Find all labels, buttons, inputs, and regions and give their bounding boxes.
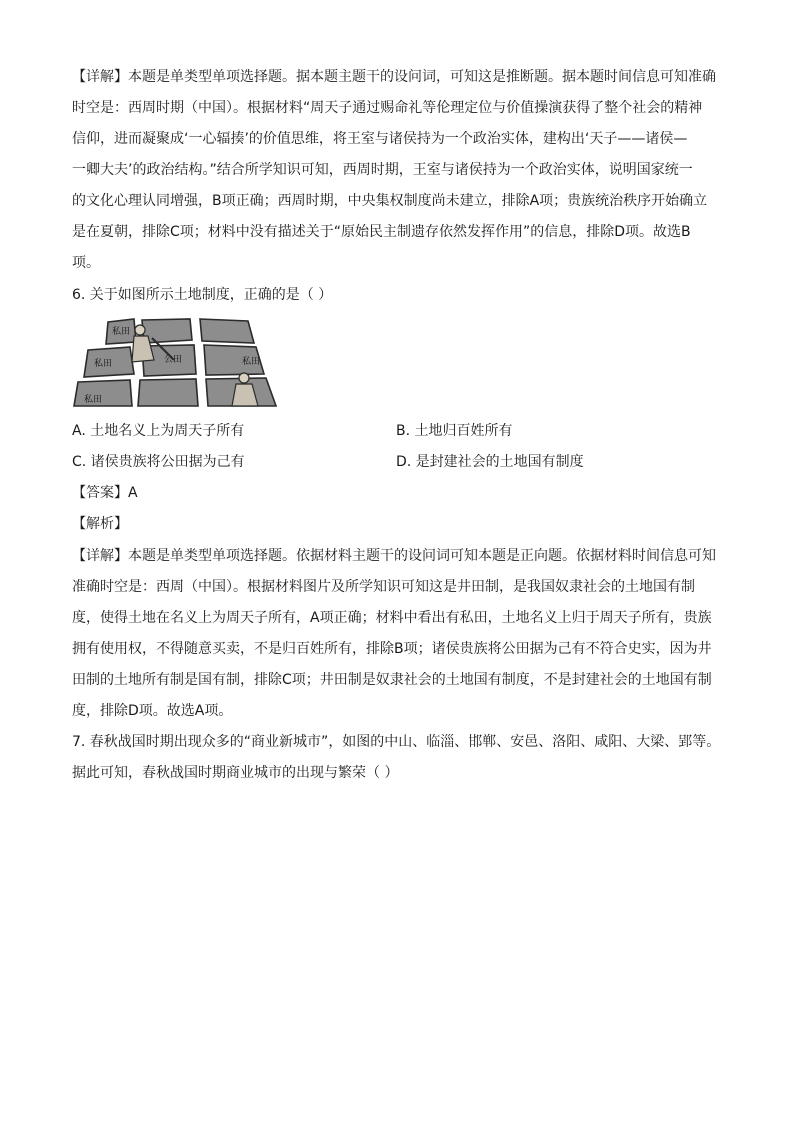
q6-analysis <box>72 541 752 727</box>
plot-label: 私田 <box>84 395 103 405</box>
field-plot <box>74 380 132 406</box>
q6-analysis-line: 度，排除D项。故选A项。 <box>72 703 233 719</box>
q6-analysis-line: 准确时空是：西周（中国）。根据材料图片及所学知识可知这是井田制，是我国奴隶社会的土地国有制 <box>72 579 695 595</box>
q5-analysis-line: 是在夏朝，排除C项；材料中没有描述关于“原始民主制遗存依然发挥作用”的信息，排除D项。故选B <box>72 224 691 240</box>
q6-analysis-line: 【详解】本题是单类型单项选择题。依据材料主题干的设问词可知本题是正向题。依据材料时间信息可知 <box>72 548 716 564</box>
field-plot <box>142 319 192 343</box>
q5-analysis <box>72 62 752 279</box>
q5-analysis-line: 时空是：西周时期（中国）。根据材料“周天子通过赐命礼等伦理定位与价值操演获得了整个社会的精神 <box>72 100 703 116</box>
answer-label: 【答案】A <box>72 485 138 501</box>
well-field-illustration <box>72 316 280 408</box>
plot-label: 私田 <box>112 327 131 337</box>
q5-analysis-line: 一卿大夫’的政治结构。”结合所学知识可知，西周时期，王室与诸侯持为一个政治实体，说明国家统一 <box>72 162 693 178</box>
q6-analysis-line: 度，使得土地在名义上为周天子所有，A项正确；材料中看出有私田，土地名义上归于周天子所有，贵族 <box>72 610 712 626</box>
plot-label: 私田 <box>242 357 261 367</box>
question-7-line: 据此可知，春秋战国时期商业城市的出现与繁荣（ ） <box>72 765 399 781</box>
q6-analysis-line: 拥有使用权，不得随意买卖，不是归百姓所有，排除B项；诸侯贵族将公田据为己有不符合史实，因为井 <box>72 641 712 657</box>
option-d: D. 是封建社会的土地国有制度 <box>396 454 584 470</box>
option-a: A. 土地名义上为周天子所有 <box>72 423 245 439</box>
analysis-heading: 【解析】 <box>72 516 128 532</box>
question-6-stem: 6. 关于如图所示土地制度，正确的是（ ） <box>72 287 333 303</box>
q5-analysis-line: 信仰，进而凝聚成‘一心辐揍’的价值思维，将王室与诸侯持为一个政治实体，建构出‘天子——诸侯— <box>72 131 688 147</box>
q5-analysis-line: 项。 <box>72 255 100 271</box>
field-plot <box>200 319 254 343</box>
field-plot <box>138 379 198 406</box>
option-c: C. 诸侯贵族将公田据为己有 <box>72 454 245 470</box>
plot-label: 公田 <box>164 355 183 365</box>
q6-analysis-line: 田制的土地所有制是国有制，排除C项；井田制是奴隶社会的土地国有制度，不是封建社会的土地国有制 <box>72 672 712 688</box>
q5-analysis-line: 【详解】本题是单类型单项选择题。据本题主题干的设问词，可知这是推断题。据本题时间信息可知准确 <box>72 69 716 85</box>
option-b: B. 土地归百姓所有 <box>396 423 513 439</box>
plot-label: 私田 <box>94 359 113 369</box>
q5-analysis-line: 的文化心理认同增强，B项正确；西周时期，中央集权制度尚未建立，排除A项；贵族统治秩序开始确立 <box>72 193 708 209</box>
question-7-stem <box>72 727 752 789</box>
question-7-line: 7. 春秋战国时期出现众多的“商业新城市”，如图的中山、临淄、邯郸、安邑、洛阳、咸阳、大梁、郢等。 <box>72 734 721 750</box>
